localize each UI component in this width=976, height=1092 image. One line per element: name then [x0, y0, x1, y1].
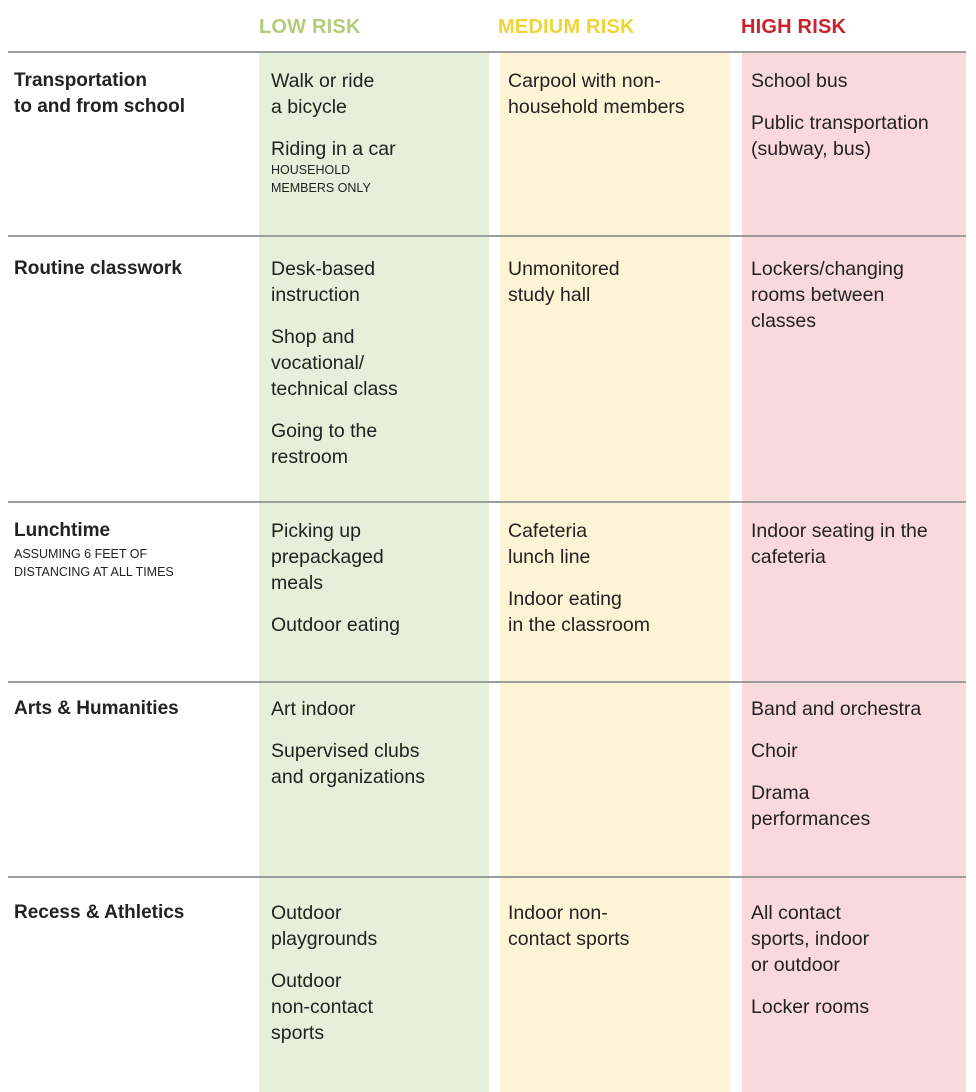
activity-label: Going to the restroom: [271, 420, 378, 468]
activity-item: [271, 256, 481, 308]
row-divider: [8, 876, 966, 878]
activity-label: Cafeteria lunch line: [508, 520, 591, 568]
activity-label: Art indoor: [271, 698, 356, 720]
high-risk-cell: [751, 900, 963, 1036]
category-label: Lunchtime: [14, 520, 111, 541]
category-cell: [14, 696, 244, 722]
activity-label: Carpool with non- household members: [508, 70, 685, 118]
activity-item: [751, 110, 963, 162]
activity-label: Indoor seating in the cafeteria: [751, 520, 928, 568]
activity-label: Shop and vocational/ technical class: [271, 326, 398, 400]
activity-item: [271, 136, 481, 197]
activity-note: HOUSEHOLD MEMBERS ONLY: [271, 163, 371, 195]
category-label: Routine classwork: [14, 258, 182, 279]
category-cell: [14, 256, 244, 282]
activity-item: [508, 586, 723, 638]
category-note: ASSUMING 6 FEET OF DISTANCING AT ALL TIMES: [14, 547, 174, 579]
activity-item: [751, 994, 963, 1020]
row-divider: [8, 681, 966, 683]
medium-risk-cell: [508, 518, 723, 654]
low-risk-header: LOW RISK: [259, 16, 361, 38]
activity-item: [508, 518, 723, 570]
activity-label: Lockers/changing rooms between classes: [751, 258, 904, 332]
row-divider: [8, 51, 966, 53]
high-risk-header: HIGH RISK: [741, 16, 847, 38]
activity-item: [271, 324, 481, 402]
high-risk-cell: [751, 518, 963, 586]
activity-label: Riding in a car: [271, 138, 396, 160]
activity-item: [271, 900, 481, 952]
activity-item: [508, 900, 723, 952]
activity-item: [751, 900, 963, 978]
activity-item: [271, 738, 481, 790]
activity-label: Band and orchestra: [751, 698, 922, 720]
activity-label: Outdoor playgrounds: [271, 902, 378, 950]
high-risk-cell: [751, 256, 963, 350]
activity-label: Locker rooms: [751, 996, 870, 1018]
activity-item: [751, 68, 963, 94]
category-cell: [14, 900, 244, 926]
activity-label: Indoor eating in the classroom: [508, 588, 650, 636]
low-risk-cell: [271, 68, 481, 213]
category-label: Transportation to and from school: [14, 70, 185, 117]
activity-item: [508, 256, 723, 308]
high-risk-cell: [751, 68, 963, 178]
activity-item: [751, 518, 963, 570]
activity-item: [751, 256, 963, 334]
activity-item: [508, 68, 723, 120]
medium-risk-cell: [508, 256, 723, 324]
activity-label: Desk-based instruction: [271, 258, 376, 306]
category-cell: [14, 68, 244, 120]
activity-label: Outdoor eating: [271, 614, 401, 636]
activity-label: Unmonitored study hall: [508, 258, 620, 306]
high-risk-cell: [751, 696, 963, 848]
row-divider: [8, 235, 966, 237]
activity-item: [751, 780, 963, 832]
medium-risk-header: MEDIUM RISK: [498, 16, 635, 38]
activity-label: Picking up prepackaged meals: [271, 520, 384, 594]
activity-label: All contact sports, indoor or outdoor: [751, 902, 870, 976]
activity-label: Indoor non- contact sports: [508, 902, 630, 950]
category-label: Arts & Humanities: [14, 698, 179, 719]
activity-label: Supervised clubs and organizations: [271, 740, 425, 788]
medium-risk-cell: [508, 900, 723, 968]
low-risk-cell: [271, 518, 481, 654]
activity-item: [271, 518, 481, 596]
activity-label: Outdoor non-contact sports: [271, 970, 373, 1044]
activity-item: [271, 968, 481, 1046]
medium-risk-cell: [508, 68, 723, 136]
activity-item: [271, 696, 481, 722]
activity-label: School bus: [751, 70, 848, 92]
low-risk-cell: [271, 256, 481, 486]
activity-item: [271, 612, 481, 638]
row-divider: [8, 501, 966, 503]
category-label: Recess & Athletics: [14, 902, 185, 923]
low-risk-cell: [271, 900, 481, 1062]
low-risk-cell: [271, 696, 481, 806]
activity-label: Public transportation (subway, bus): [751, 112, 929, 160]
activity-label: Walk or ride a bicycle: [271, 70, 375, 118]
activity-item: [751, 696, 963, 722]
activity-label: Choir: [751, 740, 798, 762]
activity-item: [271, 418, 481, 470]
activity-item: [271, 68, 481, 120]
activity-item: [751, 738, 963, 764]
category-cell: [14, 518, 244, 581]
activity-label: Drama performances: [751, 782, 871, 830]
